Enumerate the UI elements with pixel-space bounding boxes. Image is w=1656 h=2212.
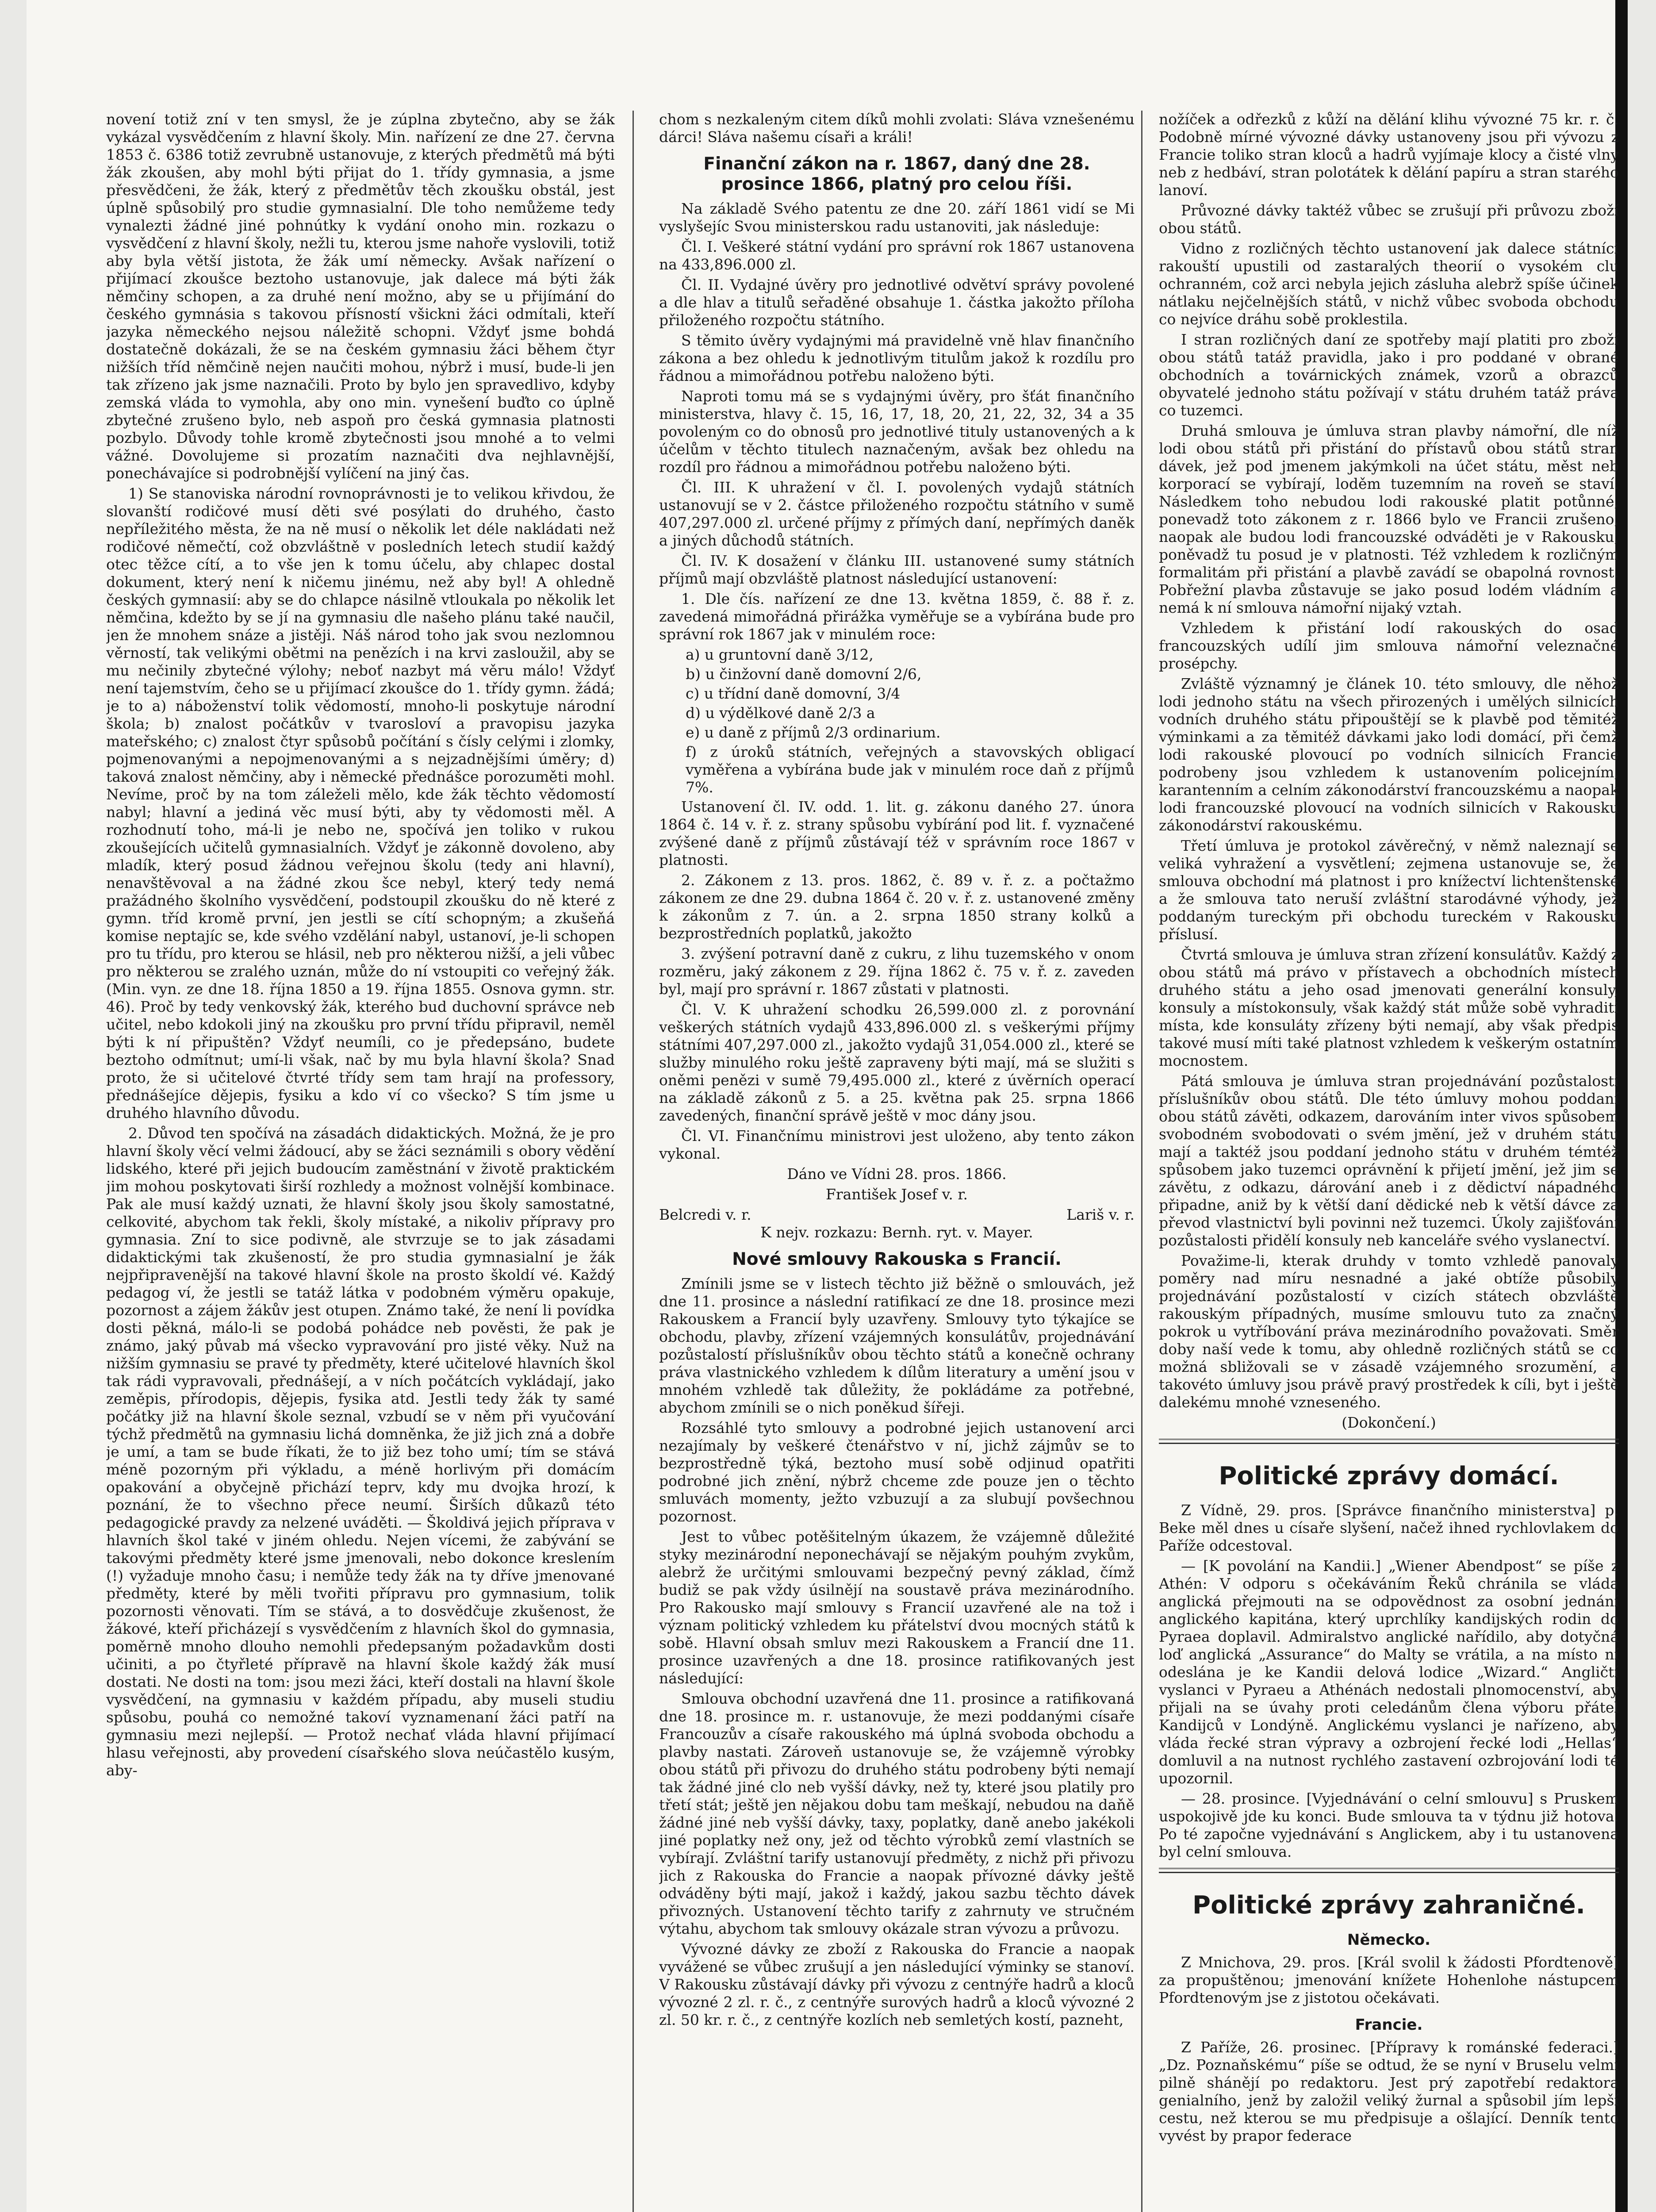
paragraph: Vzhledem k přistání lodí rakouských do osad francouzských udílí jim smlouva námořní veleznačné prosépchy. xyxy=(1159,619,1619,672)
paragraph: 1) Se stanoviska národní rovnoprávnosti je to velikou křivdou, že slovanští rodičové musí děti své posýlati do druhého, často nepříležitého města, že na ně musí o několik let déle nakládati než rodičové němečtí, což obzvláštně v posledních letech studií každý otec těžce cítí, a to vše jen k tomu účelu, aby chlapec dostal dokument, který není k ničemu jinému, než aby byl! A ohledně českých gymnasií: aby se do chlapce násilně vtloukala po několik let němčina, kdežto by se jí na gymnasiu dle našeho plánu také naučil, jen že mnohem snáze a jistěji. Náš národ toho jak svou nezlomnou věrností, tak velikými obětmi na penězích i na krvi zasloužil, aby se mu nečinily zbytečné výlohy; neboť nazbyt má věru málo! Vždyť není tajemstvím, čeho se u přijímací zkoušce do 1. třídy gymn. žádá; je to a) náboženství tolik vědomostí, mnoho-li poskytuje národní škola; b) znalost počátkův v tvarosloví a pravopisu jazyka mateřského; c) znalost čtyr spůsobů počítání s čísly celými i zlomky, pojmenovanými a nepojmenovanými a s nejzadnějšími úměry; d) taková znalost němčiny, aby i německé přednášce porozuměti mohl. Nevíme, proč by na tom záleželi mělo, kde žák těchto vědomostí nabyl; hlavní a jediná věc musí býti, aby ty vědomosti měl. A rozhodnutí toho, má-li je nebo ne, spočívá jen toliko v rukou zkoušejících učitelů gymnasialních. Vždyť je zákonně dovoleno, aby mladík, který posud žádnou veřejnou školu (tedy ani hlavní), nenavštěvoval a na žádné zkou šce nebyl, který tedy nemá pražádného školního vysvědčení, podstoupil zkoušku do ně které z gymn. tříd kromě první, jen jestli se cítí schopným; a zkušeňá komise neptajíc se, kde svého vzdělání nabyl, ustanoví, je-li schopen pro tu třídu, pro kterou se hlásil, neb pro některou nižší, a jeli vůbec pro některou se zralého uznán, může do ní vstoupiti co veřejný žák. (Min. vyn. ze dne 18. října 1850 a 19. října 1855. Osnova gymn. str. 46). Proč by tedy venkovský žák, kterého bud duchovní správce neb učitel, nebo kdokoli jiný na zkoušku pro první třídu připravil, neměl býti k ní připuštěn? Vždyť neumíli, co je předepsáno, budete beztoho odmítnut; umí-li však, nač by mu byla hlavní škola? Snad proto, že si učitelové čtvrté třídy sem tam hrají na professory, přednášejíce dějepis, fysiku a kdo ví co všecko? S tím jsme u druhého hlavního důvodu. xyxy=(106,485,615,1121)
paragraph: Čl. III. K uhražení v čl. I. povolených vydajů státních ustanovují se v 2. částce přiloženého rozpočtu státního v sumě 407,297.000 zl. určené příjmy z přímých daní, nepřímých daněk a jiných důchodů státních. xyxy=(659,479,1135,549)
paragraph: Čl. V. K uhražení schodku 26,599.000 zl. z porovnání veškerých státních vydajů 433,896.000 zl. s veškerými příjmy státními 407,297.000 zl., jakožto vydajů 31,054.000 zl., které se služby minulého roku ještě zapraveny býti mají, má se služiti s oněmi penězi v sumě 79,495.000 zl., které z úvěrních operací na základě zákonů z 5. a 25. května pak 25. srpna 1866 zavedených, finanční správě ještě v moc dány jsou. xyxy=(659,1001,1135,1124)
paragraph: — [K povolání na Kandii.] „Wiener Abendpost“ se píše z Athén: V odporu s očekáváním Řeků chránila se vláda anglická přejmouti na se odpovědnost za osobní jednání anglického kapitána, který uprchlíky kandijských rodin do Pyraea doplavil. Admiralstvo anglické nařídilo, aby dotyčná loď anglická „Assurance“ do Malty se vrátila, a na místo ní odeslána je ke Kandii delová lodice „Wizard.“ Angličtí vyslanci v Pyraeu a Athénách nedostali plnomocenství, aby přijali na se úvahy proti celedánům člena výboru přátel Kandijců v Londýně. Anglickému vyslanci je nařízeno, aby vláda řecké stran výpravy a ozbrojení řecké lodi „Hellas“ domluvil a na nutnost rychlého zastavení ozbrojování lodi té upozornil. xyxy=(1159,1557,1619,1787)
paragraph: Smlouva obchodní uzavřená dne 11. prosince a ratifikovaná dne 18. prosince m. r. ustanovuje, že mezi poddanými císaře Francouzův a císaře rakouského má úplná svoboda obchodu a plavby nastati. Zároveň ustanovuje se, že vzájemně výrobky obou států při přivozu do druhého státu podrobeny býti nemají tak žádné jiné clo neb vyšší dávky, než ty, které jsou platily pro třetí stát; ještě jen nějakou dobu tam meškají, nebudou na daňě žádné jiné neb vyšší dávky, taxy, poplatky, daně anebo jakékoli jiné poplatky než ony, jež od těchto výrobků zemí vlastních se vybírají. Zvláštní tarify ustanovují předměty, z nichž při přivozu jich z Rakouska do Francie a naopak přívozné dávky ještě odváděny býti mají, jakož i každý, jakou sazbu těchto dávek přivozných. Ustanovení těchto tarify z zahrnuty ve stručném výtahu, abychom tak smlouvy okázale stran vývozu a průvozu. xyxy=(659,1690,1135,1937)
paragraph: 3. zvýšení potravní daně z cukru, z lihu tuzemského v onom rozměru, jaký zákonem z 29. října 1862 č. 75 v. ř. z. zaveden byl, mají pro správní r. 1867 zůstati v platnosti. xyxy=(659,945,1135,998)
section-divider xyxy=(1159,1868,1619,1873)
paragraph: nožíček a odřezků z kůží na dělání klihu vývozné 75 kr. r. č. Podobně mírné vývozné dávky ustanoveny jsou při vývozu z Francie toliko stran kloců a hadrů vyjímaje klocy a čisté vlny neb z hedbáví, stran polotátek k dělání papíru a stran starého lanoví. xyxy=(1159,111,1619,199)
continued-note: (Dokončení.) xyxy=(1342,1414,1436,1431)
paragraph: Třetí úmluva je protokol závěrečný, v němž naleznají se veliká vyhražení a vysvětlení; zejmena ustanovuje se, že smlouva obchodní má platnost i pro knížectví lichtenštenské a že smlouva tato neruší zvláštní starodávné výhody, jež poddaným tureckým při obchodu tureckém v Rakousku příslusí. xyxy=(1159,837,1619,943)
paragraph: Čl. VI. Finančnímu ministrovi jest uloženo, aby tento zákon vykonal. xyxy=(659,1127,1135,1162)
column-rule xyxy=(1141,111,1142,2212)
paragraph: Považime-li, kterak druhdy v tomto vzhledě panovaly poměry nad míru nesnadné a jaké obtíže působily projednávání pozůstalostí v cizích státech obzvláště rakouským případných, musíme smlouvu tuto za značný pokrok u vytříbování práva mezinárodního považovati. Směr doby naší vede k tomu, aby ohledně rozličných států se co možná sbližovali se v zásadě vzájemného srozumění, a takovéto úmluvy jsou právě pravý prostředek k cíli, byt i ještě dalekému mnohé vzneseného. xyxy=(1159,1252,1619,1411)
paragraph: Vývozné dávky ze zboží z Rakouska do Francie a naopak vyvážené se vůbec zrušují a jen následující výminky se stanoví. V Rakousku zůstávají dávky při vývozu z centnýře hadrů a kloců vývozné 2 zl. r. č., z centnýře surových hadrů a kloců vývozné 2 zl. 50 kr. r. č., z centnýře kozlích neb semletých kostí, pazneht, xyxy=(659,1940,1135,2028)
signature-order: K nejv. rozkazu: Bernh. ryt. v. Mayer. xyxy=(760,1224,1033,1241)
paragraph: Pátá smlouva je úmluva stran projednávání pozůstalosti příslušníkův obou států. Dle této úmluvy mohou poddaní obou států závěti, odkazem, darováním inter vivos spůsobem svobodném svobodovati o svém jmění, jež v druhém státu mají a taktéž jsou poddaní jednoho státu v druhém témtéž spůsobem jako tuzemci oprávnění k přijetí jmění, jež jim se závětu, z odkazu, dárování aneb i z dědictví nápadného připadne, aniž by k větší daní dědické neb k větší dávce za převod vlastnictví byli povinni než tuzemci. Úkoly zajišťování pozůstalosti přidělí konsuly neb kanceláře svého vyslanectví. xyxy=(1159,1072,1619,1249)
paragraph: Průvozné dávky taktéž vůbec se zrušují při průvozu zboží obou států. xyxy=(1159,202,1619,237)
paragraph: Zvláště významný je článek 10. této smlouvy, dle něhož lodi jednoho státu na všech přirozených i umělých silnicích vodních druhého státu připouštějí se k plavbě pod těmitéž výminkami a za těmitéž dávkami jako lodi domácí, při čemž lodi rakouské plovoucí po vodních silnicích Francie podrobeny jsou vzhledem k ustanovením policejním, karantenním a celním zákonodárství francouzskému a naopak lodi francouzské plovoucí na vodních silnicích v Rakousku zákonodárství rakouskému. xyxy=(1159,675,1619,834)
list-item: d) u výdělkové daně 2/3 a xyxy=(686,704,875,722)
paragraph: S těmito úvěry vydajnými má pravidelně vně hlav finančního zákona a bez ohledu k jednotlivým titulům jakož k rozdílu pro řádnou a mimořádnou potřebu naloženo býti. xyxy=(659,332,1135,384)
paragraph: Jest to vůbec potěšitelným úkazem, že vzájemně důležité styky mezinárodní neponechávají se nějakým pouhým zvykům, alebrž že určitými smlouvami bezpečný pevný základ, čímž budiž se pak vždy úsilnějí na soustavě práva mezinárodního. Pro Rakousko mají smlouvy s Francií uzavřené ale na tož i význam politický vzhledem ku přátelství dvou mocných států k sobě. Hlavní obsah smluv mezi Rakouskem a Francií dne 11. prosince uzavřených a dne 18. prosince ratifikovaných jest následující: xyxy=(659,1528,1135,1687)
column-2 xyxy=(659,111,1135,2212)
paragraph: 2. Zákonem z 13. pros. 1862, č. 89 v. ř. z. a počtažmo zákonem ze dne 29. dubna 1864 č. 20 v. ř. z. ustanovené změny k zákonům z 7. ún. a 2. srpna 1850 strany kolků a bezprostředních poplatků, jakožto xyxy=(659,872,1135,942)
dateline: Dáno ve Vídni 28. pros. 1866. xyxy=(787,1165,1007,1183)
section-divider xyxy=(1159,1439,1619,1444)
paragraph: Naproti tomu má se s vydajnými úvěry, pro šťát finančního ministerstva, hlavy č. 15, 16, 17, 18, 20, 21, 22, 32, 34 a 35 povoleným co do obnosů pro jednotlivé tituly ustanovených a k účelům v těchto titulech naznačeným, avšak bez ohledu na rozdíl pro řádnou a mimořádnou potřebu naloženo býti. xyxy=(659,388,1135,476)
paragraph: chom s nezkaleným citem díků mohli zvolati: Sláva vznešenému dárci! Sláva našemu císaři a králi! xyxy=(659,111,1135,146)
paragraph: Z Mnichova, 29. pros. [Král svolil k žádosti Pfordtenově] za propuštěnou; jmenování knížete Hohenlohe nástupcem Pfordtenovým jse z jistotou očekávati. xyxy=(1159,1954,1619,2006)
list-item: a) u gruntovní daně 3/12, xyxy=(686,646,874,663)
paragraph: novení totiž zní v ten smysl, že je zúplna zbytečno, aby se žák vykázal vysvědčením z hlavní školy. Min. nařízení ze dne 27. června 1853 č. 6386 totiž zevrubně ustanovuje, z kterých předmětů má býti žák zkoušen, aby mohl býti přijat do 1. třídy gymnasia, a jsme přesvědčeni, že žák, který z předmětův těch zkoušku obstál, jest úplně spůsobilý pro studie gymnasialní. Dle toho nemůžeme tedy vynalezti žádné jiné pohnútky k vydání onoho min. rozkazu o vysvědčení z hlavní školy, nežli tu, kterou jsme nahoře vyslovili, totiž aby byla větší jistota, že žák umí německy. Avšak nařízení o přijímací zkoušce beztoho ustanovuje, jak dalece má býti žák němčiny schopen, a za druhé není možno, aby se u přijímání do českého gymnásia s takovou přísností všickni žáci odmítali, kteří jazyka německého nejsou náležitě schopni. Vždyť jsme bohdá dostatečně dokázali, že se na českém gymnasiu žáci během čtyr nižších tříd němčině nejen naučiti mohou, nýbrž i musí, bude-li jen tak zřízeno jak jsme naznačili. Proto by bylo jen spravedlivo, kdyby zemská vláda to vymohla, aby ono min. vynešení buďto co úplně zbytečné zrušeno bylo, neb aspoň pro česká gymnasia platnosti pozbylo. Důvody tohle kromě zbytečnosti jsou mnohé a to velmi vážné. Dovolujeme si prozatím naznačiti dva nejhlavnější, ponechávajíce si podrobnější vylíčení na jiný čas. xyxy=(106,111,615,482)
article-heading: Nové smlouvy Rakouska s Francií. xyxy=(732,1249,1062,1269)
newspaper-page xyxy=(27,0,1628,2212)
paragraph: Z Vídně, 29. pros. [Správce finančního ministerstva] p. Beke měl dnes u císaře slyšení, načež ihned rychlovlakem do Paříže odcestoval. xyxy=(1159,1502,1619,1554)
paragraph: Čl. II. Vydajné úvěry pro jednotlivé odvětví správy povolené a dle hlav a titulů seřaděné obsahuje 1. částka jakožto příloha přiloženého rozpočtu státního. xyxy=(659,276,1135,329)
section-heading: Politické zprávy zahraničné. xyxy=(1192,1891,1585,1920)
signature-left: Belcredi v. r. xyxy=(659,1206,751,1223)
signature-right: Lariš v. r. xyxy=(1066,1206,1135,1223)
list-item: e) u daně z příjmů 2/3 ordinarium. xyxy=(686,724,941,741)
list-item: c) u třídní daně domovní, 3/4 xyxy=(686,685,901,702)
paragraph: Čtvrtá smlouva je úmluva stran zřízení konsulátův. Každý z obou států má právo v přístavech a obchodních místech druhého státu a jeho osad jmenovati generální konsuly, konsuly a místokonsuly, však každý stát může sobě vyhraditi místa, kde konsuláty zřízeny býti nemají, aby však předpis takové musí míti také platnost vzhledem k veškerým ostatním mocnostem. xyxy=(1159,946,1619,1069)
paragraph: Čl. IV. K dosažení v článku III. ustanovené sumy státních příjmů mají obzvláště platnost následující ustanovení: xyxy=(659,552,1135,587)
paragraph: Vidno z rozličných těchto ustanovení jak dalece státníci rakouští upustili od zastaralých theorií o vysokém clu ochranném, což arci nebyla jejich zásluha alebrž spíše účinek nátlaku nejčelnějších států, v nichž vůbec svoboda obchodu co nejvíce dráhu sobě proklestila. xyxy=(1159,240,1619,328)
column-rule xyxy=(632,111,634,2212)
subheading: Francie. xyxy=(1355,2016,1423,2034)
section-heading: Politické zprávy domácí. xyxy=(1219,1462,1559,1490)
paragraph: Ustanovení čl. IV. odd. 1. lit. g. zákonu daného 27. února 1864 č. 14 v. ř. z. strany spůsobu vybírání pod lit. f. vyznačené zvýšené daně z příjmů zůstávají též v správním roce 1867 v platnosti. xyxy=(659,798,1135,868)
paragraph: — 28. prosince. [Vyjednávání o celní smlouvu] s Pruskem uspokojivě jde ku konci. Bude smlouva ta v týdnu již hotova. Po té započne vyjednávání s Anglickem, aby i tu ustanovena byl celní smlouva. xyxy=(1159,1790,1619,1860)
article-heading: Finanční zákon na r. 1867, daný dne 28. prosince 1866, platný pro celou říši. xyxy=(703,154,1090,194)
list-item: f) z úroků státních, veřejných a stavovských obligací vyměřena a vybírána bude jak v minulém roce daň z příjmů 7%. xyxy=(686,743,1135,796)
paragraph: Z Paříže, 26. prosinec. [Přípravy k románské federaci.] „Dz. Poznaňskému“ píše se odtud, že se nyní v Bruselu velmi pilně shánějí po redaktoru. Jest prý zapotřebí redaktora genialního, jenž by založil veliký žurnal a spůsobil jím lepší cestu, než kterou se mu předpisuje a ošlající. Denník tento vyvést by prapor federace xyxy=(1159,2039,1619,2144)
paragraph: Rozsáhlé tyto smlouvy a podrobné jejich ustanovení arci nezajímaly by veškeré čtenářstvo v ní, jichž zájmův se to bezprostředně týká, beztoho musí sobě odjinud opatřiti podrobné jich znění, nýbrž chceme zde pouze jen o těchto smluvách momenty, ježto vzbuzují a za slubují povšechnou pozornost. xyxy=(659,1419,1135,1525)
column-1 xyxy=(106,111,615,2212)
paragraph: 2. Důvod ten spočívá na zásadách didaktických. Možná, že je pro hlavní školy věcí velmi žádoucí, aby se žáci seznámili s obory vědění lidského, které při jejich budoucím zaměstnání v životě praktickém jim mohou poskytovati širší rozhledy a možnost volnější kombinace. Pak ale musí každý uznati, že hlavní školy jsou školy samostatné, celkovité, abychom tak řekli, školy místaké, a nikoliv přípravy pro gymnasia. Zní to sice podivně, ale stvrzuje se to jak zásadami didaktickými tak zkušeností, že pro studia gymnasialní je žák nejpřipravenější na takové hlavní škole na prosto školdí vé. Každý pedagog ví, že jestli se tatáž látka v podobném výměru opakuje, pozornost a zájem žákův jest otupen. Známo také, že není li povídka dosti pěkná, málo-li se podobá pohádce neb pověsti, že pak je známo, jaký půvab má všecko vypravování pro jisté věky. Nuž na nižším gymnasiu se pravé ty předměty, které učitelové hlavních škol tak rádi vypravovali, přednášejí, a v ních počátcích vykládají, jako zeměpis, přírodopis, dějepis, fysika atd. Jestli tedy žák ty samé počátky již na hlavní škole seznal, vzbudí se v něm při vyučování týchž předmětů na gymnasiu lichá domněnka, že již jich zná a dobře je umí, a tam se bude říkati, že to již bez toho umí; tím se stává méně pozorným při výkladu, a méně horlivým při domácím opakování a obyčejně přichází teprv, kdy mu dvojka hrozí, k poznání, že to všechno přece neumí. Širších důkazů této pedagogické pravdy za nelzené uváděti. — Školdivá jejich příprava v hlavních škol také v jiném ohledu. Nejen vícemi, že zabývání se takovými předměty které jsme jmenovali, nebo dokonce kreslením (!) vyžaduje mnoho času; i nemůže tedy žák na ty dříve jmenované předměty, které by měli tvořiti přípravu pro gymnasium, tolik pozornosti věnovati. Tím se stává, a to dosvědčuje zkušenost, že žákové, kteří přicházejí s vysvědčením z hlavních škol do gymnasia, poměrně mnoho dlouho nemohli předepsaným požadavkům dosti učiniti, a po čtyřleté přípravě na hlavní škole každý žák musí dostati. Ne dosti na tom: jsou mezi žáci, kteří dostali na hlavní škole vysvědčení, na gymnasiu v každém případu, aby museli studiu spůsobu, pouhá co nemožné takoví vyznamenaní žáci patří na gymnasiu mezi nejlepší. — Protož nechať vláda hlavní přijímací hlasu veřejnosti, aby provedení císařského slova neúčastělo kusým, aby- xyxy=(106,1125,615,1779)
paragraph: Na základě Svého patentu ze dne 20. září 1861 vidí se Mi vyslyšejíc Svou ministerskou radu ustanoviti, jak následuje: xyxy=(659,200,1135,235)
paragraph: I stran rozličných daní ze spotřeby mají platiti pro zboží obou států tatáž pravidla, jako i pro poddané v obrané obchodních a továrnických známek, vzorů a obrazců obyvatelé jednoho státu požívají v státu druhém tatáž práva co tuzemci. xyxy=(1159,331,1619,419)
paragraph: Čl. I. Veškeré státní vydání pro správní rok 1867 ustanovena na 433,896.000 zl. xyxy=(659,238,1135,273)
subheading: Německo. xyxy=(1347,1931,1431,1949)
column-3 xyxy=(1159,111,1619,2212)
paragraph: 1. Dle čís. nařízení ze dne 13. května 1859, č. 88 ř. z. zavedená mimořádná přirážka vyměřuje se a vybírána bude pro správní rok 1867 jak v minulém roce: xyxy=(659,590,1135,643)
paragraph: Zmínili jsme se v listech těchto již běžně o smlouvách, jež dne 11. prosince a následní ratifikací ze dne 18. prosince mezi Rakouskem a Francií byly uzavřeny. Smlouvy tyto týkajíce se obchodu, plavby, zřízení vzájemných konsulátův, projednávání pozůstalostí příslušníkův obou těchto států a konečně ochrany práva vlastnického vzhledem k dílům literatury a umění jsou v mnohém vzhledě tak důležity, že pokládáme za potřebné, abychom zmínili se o nich poněkud šířeji. xyxy=(659,1275,1135,1416)
signature-emperor: František Josef v. r. xyxy=(826,1186,968,1203)
paragraph: Druhá smlouva je úmluva stran plavby námořní, dle níž lodi obou států při přistání do přístavů obou států stran dávek, jež pod jmenem jakýmkoli na účet státu, měst neb korporací se vybírají, loděm tuzemním na roveň se staví. Následkem toho nebudou lodi rakouské platit potůnné, ponevadž toto zákonem z r. 1866 bylo ve Francii zrušeno, naopak ale budou lodi francouzské odváděti je v Rakousku, poněvadž tu posud je v platnosti. Též vzhledem k rozličným formalitám při přistání a plavbě zavádí se obapolná rovnost. Pobřežní plavba zůstavuje se jako posud lodém vládním a nemá k ní smlouva námořní nijaký vztah. xyxy=(1159,422,1619,616)
signature-row xyxy=(659,1206,1135,1224)
list-item: b) u činžovní daně domovní 2/6, xyxy=(686,665,922,683)
